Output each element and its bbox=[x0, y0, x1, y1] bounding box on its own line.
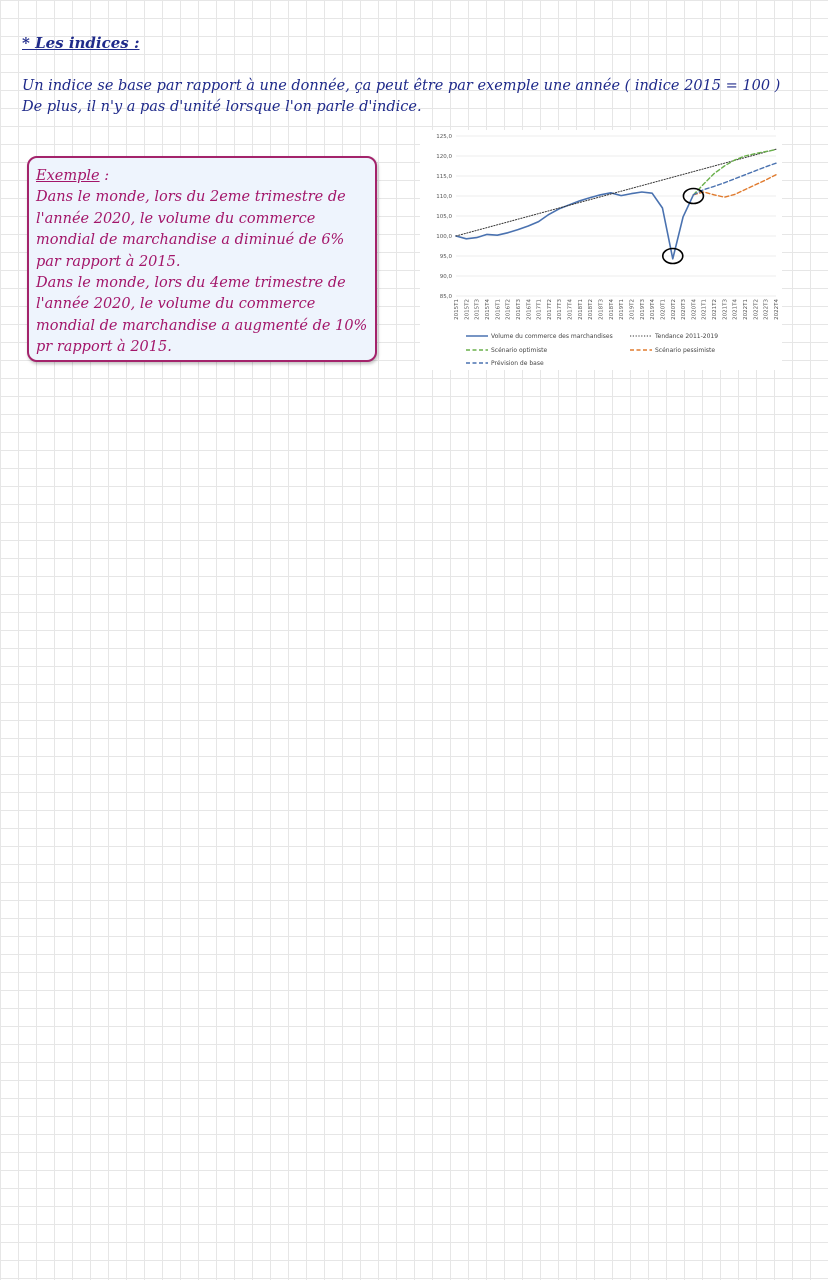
x-tick-label: 2016T1 bbox=[495, 299, 502, 320]
legend-label: Prévision de base bbox=[491, 360, 544, 367]
example-title: Exemple bbox=[36, 168, 100, 184]
x-tick-label: 2018T1 bbox=[577, 299, 584, 320]
intro-paragraph bbox=[22, 76, 812, 118]
example-title-line bbox=[36, 166, 369, 187]
x-tick-label: 2021T1 bbox=[701, 299, 708, 320]
section-heading: * Les indices : bbox=[22, 34, 140, 52]
x-tick-label: 2020T4 bbox=[691, 299, 698, 320]
x-tick-label: 2020T1 bbox=[660, 299, 667, 320]
x-tick-label: 2017T4 bbox=[567, 299, 574, 320]
x-tick-label: 2016T3 bbox=[515, 299, 522, 320]
x-tick-label: 2017T2 bbox=[546, 299, 553, 320]
y-tick-label: 85,0 bbox=[439, 294, 452, 300]
y-tick-label: 125,0 bbox=[436, 134, 452, 140]
legend-label: Volume du commerce des marchandises bbox=[491, 333, 613, 340]
y-tick-label: 115,0 bbox=[436, 174, 452, 180]
example-title-colon: : bbox=[99, 168, 110, 184]
x-tick-label: 2019T4 bbox=[650, 299, 657, 320]
example-line: pr rapport à 2015. bbox=[36, 339, 172, 356]
example-line: Dans le monde, lors du 2eme trimestre de bbox=[36, 189, 346, 206]
intro-line-1: Un indice se base par rapport à une donnée, ça peut être par exemple une année ( indice 2015 = 100 ) bbox=[22, 78, 781, 94]
x-tick-label: 2020T3 bbox=[681, 299, 688, 320]
x-tick-label: 2015T1 bbox=[454, 299, 460, 320]
example-line: par rapport à 2015. bbox=[36, 253, 181, 270]
chart-svg bbox=[420, 130, 782, 370]
y-tick-label: 105,0 bbox=[436, 214, 452, 220]
y-tick-label: 120,0 bbox=[436, 154, 452, 160]
example-line: mondial de marchandise a diminué de 6% bbox=[36, 232, 345, 249]
x-tick-label: 2021T4 bbox=[732, 299, 739, 320]
example-line: mondial de marchandise a augmenté de 10% bbox=[36, 317, 368, 334]
x-tick-label: 2017T3 bbox=[557, 299, 564, 320]
x-tick-label: 2015T4 bbox=[484, 299, 491, 320]
x-tick-label: 2015T2 bbox=[464, 299, 471, 320]
trade-volume-chart bbox=[420, 130, 782, 370]
intro-line-2: De plus, il n'y a pas d'unité lorsque l'on parle d'indice. bbox=[22, 99, 422, 115]
x-tick-label: 2021T2 bbox=[712, 299, 719, 320]
example-line: l'année 2020, le volume du commerce bbox=[36, 210, 316, 227]
x-tick-label: 2022T1 bbox=[743, 299, 750, 320]
y-tick-label: 90,0 bbox=[439, 274, 452, 280]
x-tick-label: 2020T2 bbox=[670, 299, 677, 320]
x-tick-label: 2018T2 bbox=[588, 299, 595, 320]
legend-label: Tendance 2011-2019 bbox=[655, 333, 719, 340]
x-tick-label: 2022T4 bbox=[774, 299, 780, 320]
x-tick-label: 2022T2 bbox=[753, 299, 760, 320]
x-tick-label: 2016T2 bbox=[505, 299, 512, 320]
y-tick-label: 100,0 bbox=[436, 234, 452, 240]
x-tick-label: 2019T2 bbox=[629, 299, 636, 320]
example-line: Dans le monde, lors du 4eme trimestre de bbox=[36, 275, 346, 292]
x-tick-label: 2021T3 bbox=[722, 299, 729, 320]
legend-label: Scénario optimiste bbox=[491, 347, 548, 354]
x-tick-label: 2022T3 bbox=[763, 299, 770, 320]
x-tick-label: 2018T3 bbox=[598, 299, 605, 320]
y-tick-label: 95,0 bbox=[439, 254, 452, 260]
y-tick-label: 110,0 bbox=[436, 194, 452, 200]
example-line: l'année 2020, le volume du commerce bbox=[36, 296, 316, 313]
x-tick-label: 2015T3 bbox=[474, 299, 481, 320]
x-tick-label: 2018T4 bbox=[608, 299, 615, 320]
example-box bbox=[27, 156, 377, 362]
x-tick-label: 2017T1 bbox=[536, 299, 543, 320]
x-tick-label: 2019T3 bbox=[639, 299, 646, 320]
x-tick-label: 2016T4 bbox=[526, 299, 533, 320]
x-tick-label: 2019T1 bbox=[619, 299, 626, 320]
legend-label: Scénario pessimiste bbox=[655, 347, 716, 354]
